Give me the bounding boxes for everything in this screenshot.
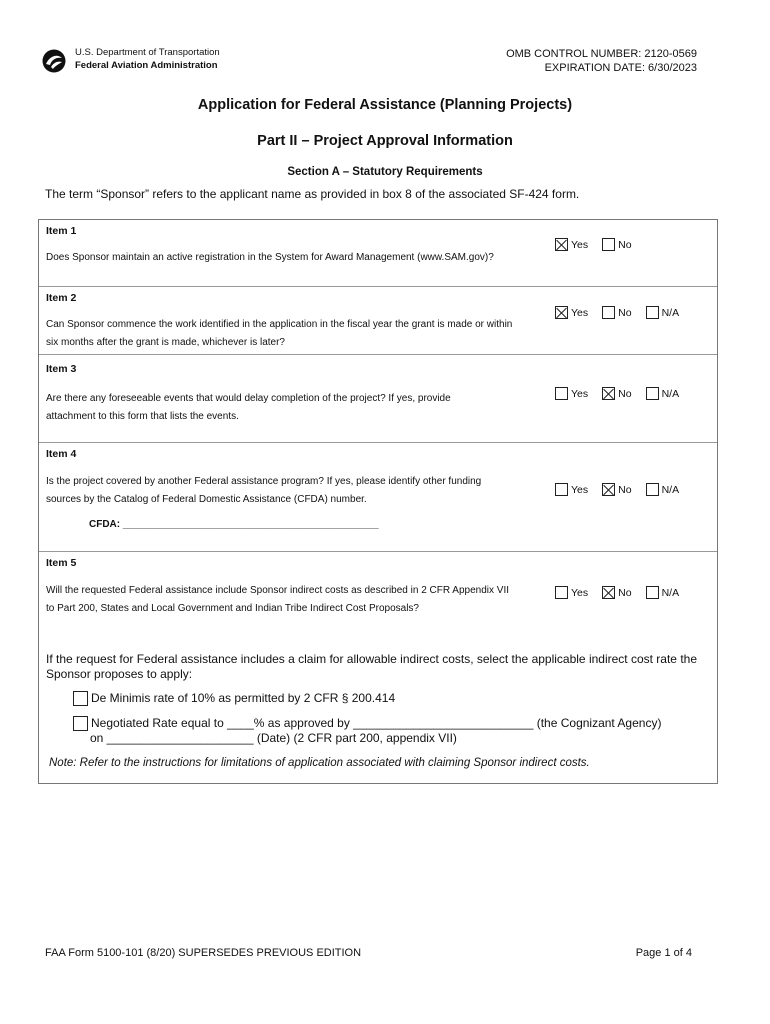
form-footer: FAA Form 5100-101 (8/20) SUPERSEDES PREVIOUS EDITION (45, 947, 362, 959)
item-4-yes-checkbox[interactable] (555, 483, 568, 496)
item-5-yes-checkbox[interactable] (555, 586, 568, 599)
form-title: Application for Federal Assistance (Planning Projects) (197, 97, 573, 113)
item-question: Can Sponsor commence the work identified in the application in the fiscal year the grant is made or within six months after the grant is made, whichever is later? (46, 319, 513, 348)
no-label: No (618, 483, 632, 496)
item-5-na-checkbox[interactable] (646, 586, 659, 599)
agency-subname: Federal Aviation Administration (75, 60, 218, 71)
agency-name: U.S. Department of Transportation (75, 47, 220, 58)
yes-label: Yes (571, 306, 589, 319)
na-label: N/A (661, 586, 680, 599)
item-4-na-checkbox[interactable] (646, 483, 659, 496)
item-label: Item 3 (46, 363, 77, 375)
requirements-form (38, 219, 718, 784)
negotiated-date-label: on ______________________ (Date) (2 CFR part 200, appendix VII) (90, 731, 457, 745)
item-4 (39, 443, 717, 552)
de-minimis-label: De Minimis rate of 10% as permitted by 2 CFR § 200.414 (91, 691, 396, 705)
cfda-field[interactable]: CFDA: ______________________________________________ (89, 519, 379, 530)
yes-label: Yes (571, 483, 589, 496)
no-label: No (618, 306, 632, 319)
expiration-date: EXPIRATION DATE: 6/30/2023 (544, 62, 697, 74)
item-1-no-checkbox[interactable] (602, 238, 615, 251)
item-4-no-checkbox[interactable] (602, 483, 615, 496)
item-question: Is the project covered by another Federal assistance program? If yes, please identify other funding sources by the Catalog of Federal Domestic Assistance (CFDA) number. (46, 476, 482, 505)
item-question: Does Sponsor maintain an active registration in the System for Award Management (www.SAM.gov)? (46, 252, 494, 263)
item-1-yes-checkbox[interactable] (555, 238, 568, 251)
item-2 (39, 287, 717, 355)
negotiated-rate-label: Negotiated Rate equal to ____% as approved by ___________________________ (the Cognizant Agency) (91, 716, 662, 730)
agency-header (42, 46, 220, 73)
de-minimis-checkbox[interactable] (73, 691, 88, 706)
item-label: Item 5 (46, 557, 77, 569)
item-2-no-checkbox[interactable] (602, 306, 615, 319)
omb-info (506, 47, 697, 75)
item-label: Item 4 (46, 448, 77, 460)
section-title: Section A – Statutory Requirements (287, 166, 483, 178)
item-1 (39, 220, 717, 287)
no-label: No (618, 238, 632, 251)
item-label: Item 1 (46, 225, 77, 237)
indirect-cost-note: Note: Refer to the instructions for limitations of application associated with claiming Sponsor indirect costs. (49, 757, 590, 769)
item-2-na-checkbox[interactable] (646, 306, 659, 319)
omb-number: OMB CONTROL NUMBER: 2120-0569 (506, 48, 697, 60)
part-title: Part II – Project Approval Information (257, 133, 513, 149)
dot-logo-icon (42, 49, 66, 73)
item-3-no-checkbox[interactable] (602, 387, 615, 400)
item-5-no-checkbox[interactable] (602, 586, 615, 599)
intro-text: The term “Sponsor” refers to the applicant name as provided in box 8 of the associated SF-424 form. (45, 187, 580, 201)
item-2-yes-checkbox[interactable] (555, 306, 568, 319)
no-label: No (618, 387, 632, 400)
de-minimis-option[interactable] (73, 691, 395, 706)
item-3-yes-checkbox[interactable] (555, 387, 568, 400)
item-3-na-checkbox[interactable] (646, 387, 659, 400)
item-question: Will the requested Federal assistance include Sponsor indirect costs as described in 2 CFR Appendix VII to Part 200, States and Local Government and Indian Tribe Indirect Cost Proposals? (46, 585, 510, 614)
negotiated-rate-option[interactable] (73, 716, 661, 746)
no-label: No (618, 586, 632, 599)
yes-label: Yes (571, 387, 589, 400)
item-question: Are there any foreseeable events that would delay completion of the project? If yes, provide attachment to this form that lists the events. (46, 393, 451, 422)
na-label: N/A (661, 306, 680, 319)
na-label: N/A (661, 483, 680, 496)
negotiated-rate-checkbox[interactable] (73, 716, 88, 731)
item-3 (39, 355, 717, 443)
yes-label: Yes (571, 238, 589, 251)
indirect-cost-text: If the request for Federal assistance includes a claim for allowable indirect costs, select the applicable indirect cost rate the Sponsor proposes to apply: (46, 652, 697, 681)
item-label: Item 2 (46, 292, 77, 304)
na-label: N/A (661, 387, 680, 400)
page-number: Page 1 of 4 (635, 947, 692, 959)
yes-label: Yes (571, 586, 589, 599)
